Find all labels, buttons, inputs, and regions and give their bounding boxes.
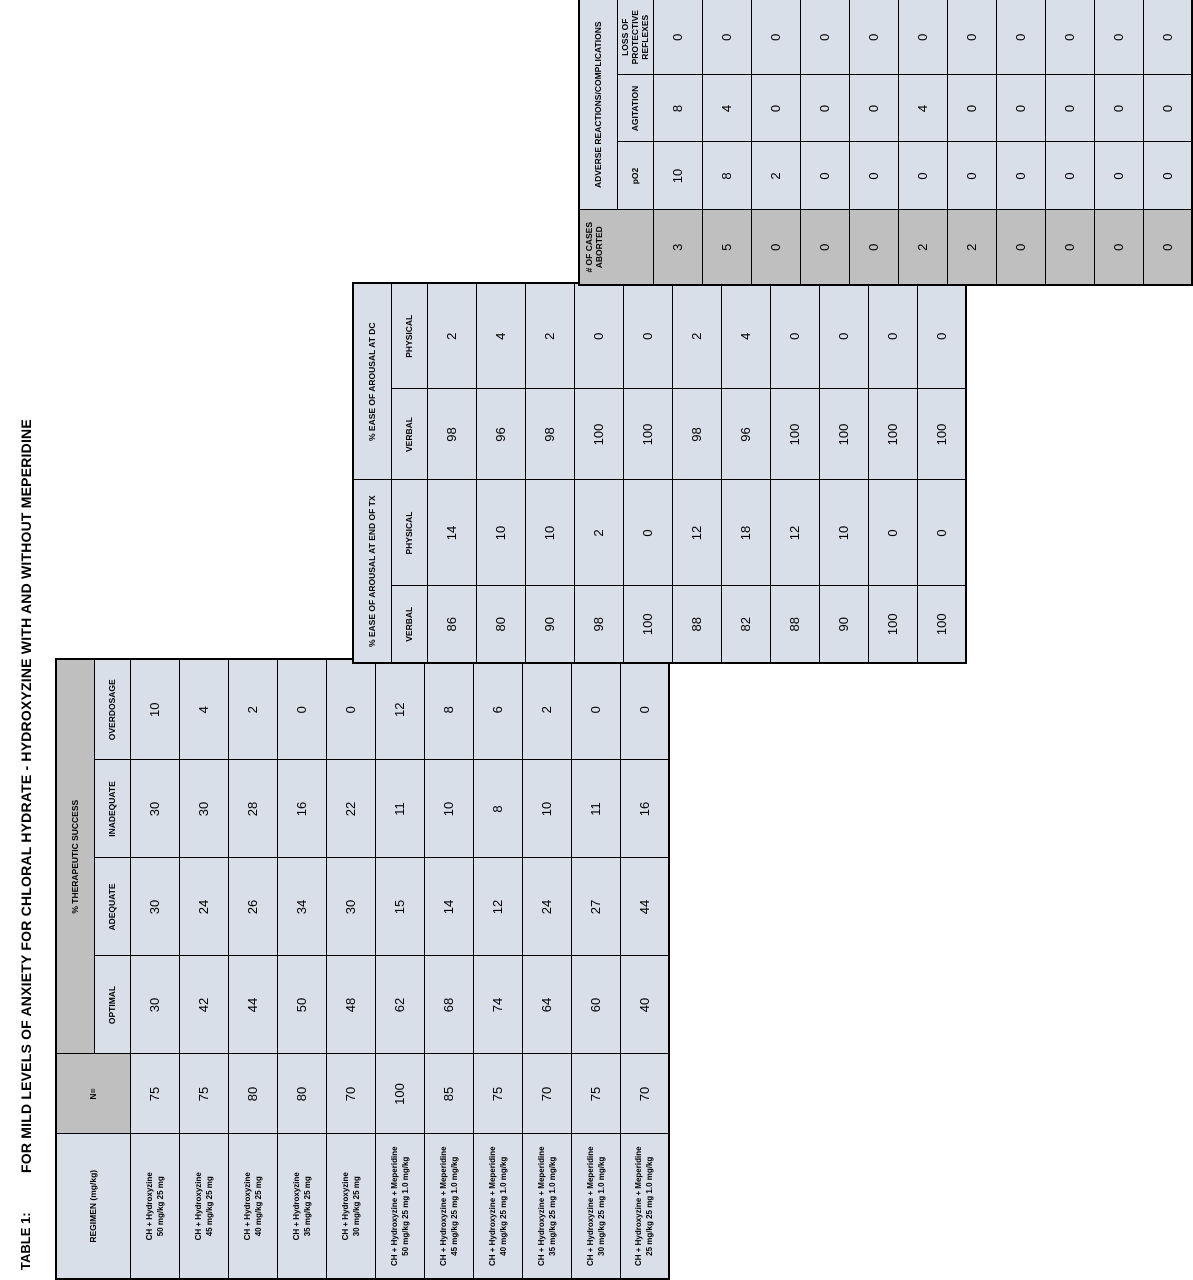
regimen-drugs: CH + Hydroxyzine <box>144 1172 154 1241</box>
dc-physical-cell: 0 <box>770 283 819 389</box>
po2-cell: 0 <box>996 142 1045 210</box>
table-title: FOR MILD LEVELS OF ANXIETY FOR CHLORAL HYDRATE - HYDROXYZINE WITH AND WITHOUT MEPERIDINE <box>18 419 34 1173</box>
end-physical-cell: 10 <box>819 480 868 586</box>
po2-cell: 0 <box>1094 142 1143 210</box>
therapeutic-success-body <box>130 659 669 1279</box>
n-cell: 85 <box>424 1054 473 1134</box>
adverse-reactions-table <box>578 0 1193 286</box>
dc-physical-cell: 0 <box>819 283 868 389</box>
table-row <box>947 0 996 285</box>
header-regimen: REGIMEN (mg/kg) <box>56 1134 130 1279</box>
table-row <box>751 0 800 285</box>
optimal-cell: 30 <box>130 956 179 1054</box>
inadequate-cell: 10 <box>424 760 473 858</box>
aborted-cell: 0 <box>1143 210 1192 285</box>
n-cell: 75 <box>130 1054 179 1134</box>
regimen-cell <box>473 1134 522 1279</box>
regimen-doses: 30 mg/kg 25 mg 1.0 mg/kg <box>596 1156 606 1256</box>
agitation-cell: 8 <box>653 75 702 142</box>
dc-physical-cell: 2 <box>427 283 476 389</box>
table-row <box>427 283 476 663</box>
regimen-doses: 45 mg/kg 25 mg 1.0 mg/kg <box>449 1156 459 1256</box>
table-title-row <box>8 10 48 1270</box>
overdosage-cell: 6 <box>473 659 522 760</box>
loss-reflexes-cell: 0 <box>996 0 1045 75</box>
loss-reflexes-cell: 0 <box>1045 0 1094 75</box>
header-overdosage: OVERDOSAGE <box>94 659 130 760</box>
loss-reflexes-cell: 0 <box>702 0 751 75</box>
header-arousal-dc: % EASE OF AROUSAL AT DC <box>353 283 391 480</box>
header-arousal-end: % EASE OF AROUSAL AT END OF TX <box>353 480 391 663</box>
dc-physical-cell: 0 <box>917 283 966 389</box>
agitation-cell: 0 <box>947 75 996 142</box>
regimen-drugs: CH + Hydroxyzine + Meperidine <box>585 1146 595 1267</box>
table-row <box>574 283 623 663</box>
regimen-cell <box>326 1134 375 1279</box>
dc-verbal-cell: 96 <box>721 389 770 480</box>
header-therapeutic-success: % THERAPEUTIC SUCCESS <box>56 659 94 1054</box>
dc-verbal-cell: 98 <box>427 389 476 480</box>
po2-cell: 0 <box>1045 142 1094 210</box>
adverse-reactions-body <box>653 0 1192 285</box>
optimal-cell: 64 <box>522 956 571 1054</box>
table-row <box>130 659 179 1279</box>
table-row <box>702 0 751 285</box>
table-row <box>868 283 917 663</box>
table-row <box>375 659 424 1279</box>
regimen-drugs: CH + Hydroxyzine + Meperidine <box>438 1146 448 1267</box>
adequate-cell: 14 <box>424 858 473 956</box>
adequate-cell: 44 <box>620 858 669 956</box>
inadequate-cell: 10 <box>522 760 571 858</box>
optimal-cell: 44 <box>228 956 277 1054</box>
loss-reflexes-cell: 0 <box>1143 0 1192 75</box>
regimen-doses: 40 mg/kg 25 mg 1.0 mg/kg <box>498 1156 508 1256</box>
table-row <box>623 283 672 663</box>
regimen-cell <box>179 1134 228 1279</box>
end-physical-cell: 0 <box>623 480 672 586</box>
aborted-cell: 0 <box>1045 210 1094 285</box>
agitation-cell: 0 <box>996 75 1045 142</box>
po2-cell: 0 <box>1143 142 1192 210</box>
inadequate-cell: 11 <box>375 760 424 858</box>
header-inadequate: INADEQUATE <box>94 760 130 858</box>
inadequate-cell: 16 <box>277 760 326 858</box>
loss-reflexes-cell: 0 <box>800 0 849 75</box>
end-physical-cell: 12 <box>770 480 819 586</box>
table-row <box>721 283 770 663</box>
n-cell: 80 <box>277 1054 326 1134</box>
po2-cell: 10 <box>653 142 702 210</box>
end-verbal-cell: 100 <box>623 586 672 663</box>
end-physical-cell: 14 <box>427 480 476 586</box>
header-end-physical: PHYSICAL <box>391 480 427 586</box>
table-row <box>917 283 966 663</box>
inadequate-cell: 8 <box>473 760 522 858</box>
aborted-cell: 0 <box>800 210 849 285</box>
header-po2: pO2 <box>617 142 653 210</box>
dc-verbal-cell: 100 <box>868 389 917 480</box>
agitation-cell: 4 <box>702 75 751 142</box>
adequate-cell: 15 <box>375 858 424 956</box>
po2-cell: 0 <box>947 142 996 210</box>
loss-reflexes-cell: 0 <box>1094 0 1143 75</box>
table-row <box>476 283 525 663</box>
table-row <box>620 659 669 1279</box>
regimen-doses: 50 mg/kg 25 mg 1.0 mg/kg <box>400 1156 410 1256</box>
aborted-cell: 3 <box>653 210 702 285</box>
inadequate-cell: 11 <box>571 760 620 858</box>
dc-physical-cell: 0 <box>868 283 917 389</box>
loss-reflexes-cell: 0 <box>653 0 702 75</box>
table-row <box>179 659 228 1279</box>
aborted-cell: 2 <box>898 210 947 285</box>
end-verbal-cell: 88 <box>672 586 721 663</box>
dc-physical-cell: 2 <box>672 283 721 389</box>
po2-cell: 2 <box>751 142 800 210</box>
aborted-cell: 0 <box>996 210 1045 285</box>
inadequate-cell: 16 <box>620 760 669 858</box>
adequate-cell: 26 <box>228 858 277 956</box>
end-verbal-cell: 98 <box>574 586 623 663</box>
table-row <box>277 659 326 1279</box>
regimen-cell <box>620 1134 669 1279</box>
overdosage-cell: 0 <box>277 659 326 760</box>
regimen-cell <box>130 1134 179 1279</box>
table-row <box>996 0 1045 285</box>
table-row <box>1094 0 1143 285</box>
aborted-cell: 2 <box>947 210 996 285</box>
ease-of-arousal-table <box>352 282 967 664</box>
agitation-cell: 0 <box>849 75 898 142</box>
regimen-drugs: CH + Hydroxyzine <box>291 1172 301 1241</box>
header-aborted: # OF CASES ABORTED <box>579 210 653 285</box>
adequate-cell: 30 <box>130 858 179 956</box>
loss-reflexes-cell: 0 <box>751 0 800 75</box>
agitation-cell: 0 <box>800 75 849 142</box>
end-physical-cell: 10 <box>476 480 525 586</box>
optimal-cell: 60 <box>571 956 620 1054</box>
regimen-drugs: CH + Hydroxyzine + Meperidine <box>634 1146 644 1267</box>
regimen-cell <box>522 1134 571 1279</box>
agitation-cell: 0 <box>1094 75 1143 142</box>
end-verbal-cell: 90 <box>525 586 574 663</box>
dc-verbal-cell: 100 <box>917 389 966 480</box>
regimen-cell <box>375 1134 424 1279</box>
header-adverse: ADVERSE REACTIONS/COMPLICATIONS <box>579 0 617 210</box>
table-row <box>770 283 819 663</box>
inadequate-cell: 30 <box>179 760 228 858</box>
dc-physical-cell: 4 <box>721 283 770 389</box>
optimal-cell: 74 <box>473 956 522 1054</box>
header-end-verbal: VERBAL <box>391 586 427 663</box>
regimen-doses: 50 mg/kg 25 mg <box>155 1176 165 1237</box>
end-physical-cell: 12 <box>672 480 721 586</box>
aborted-cell: 0 <box>849 210 898 285</box>
dc-verbal-cell: 98 <box>672 389 721 480</box>
adequate-cell: 24 <box>179 858 228 956</box>
agitation-cell: 4 <box>898 75 947 142</box>
loss-reflexes-cell: 0 <box>849 0 898 75</box>
n-cell: 80 <box>228 1054 277 1134</box>
dc-verbal-cell: 96 <box>476 389 525 480</box>
n-cell: 70 <box>620 1054 669 1134</box>
table-row <box>653 0 702 285</box>
table-row <box>849 0 898 285</box>
overdosage-cell: 0 <box>620 659 669 760</box>
end-verbal-cell: 82 <box>721 586 770 663</box>
regimen-drugs: CH + Hydroxyzine + Meperidine <box>536 1146 546 1267</box>
regimen-drugs: CH + Hydroxyzine + Meperidine <box>487 1146 497 1267</box>
regimen-cell <box>228 1134 277 1279</box>
end-physical-cell: 10 <box>525 480 574 586</box>
table-row <box>473 659 522 1279</box>
end-verbal-cell: 100 <box>868 586 917 663</box>
end-verbal-cell: 86 <box>427 586 476 663</box>
dc-physical-cell: 4 <box>476 283 525 389</box>
table-row <box>326 659 375 1279</box>
header-loss-reflexes: LOSS OF PROTECTIVE REFLEXES <box>617 0 653 75</box>
dc-verbal-cell: 100 <box>770 389 819 480</box>
header-optimal: OPTIMAL <box>94 956 130 1054</box>
aborted-cell: 0 <box>751 210 800 285</box>
dc-physical-cell: 2 <box>525 283 574 389</box>
overdosage-cell: 10 <box>130 659 179 760</box>
n-cell: 100 <box>375 1054 424 1134</box>
overdosage-cell: 0 <box>326 659 375 760</box>
table-label: TABLE 1: <box>18 1212 33 1270</box>
adequate-cell: 12 <box>473 858 522 956</box>
table-row <box>800 0 849 285</box>
optimal-cell: 48 <box>326 956 375 1054</box>
header-n: N= <box>56 1054 130 1134</box>
table-row <box>1143 0 1192 285</box>
regimen-drugs: CH + Hydroxyzine <box>193 1172 203 1241</box>
loss-reflexes-cell: 0 <box>898 0 947 75</box>
overdosage-cell: 0 <box>571 659 620 760</box>
overdosage-cell: 4 <box>179 659 228 760</box>
overdosage-cell: 12 <box>375 659 424 760</box>
end-verbal-cell: 80 <box>476 586 525 663</box>
regimen-doses: 40 mg/kg 25 mg <box>253 1176 263 1237</box>
regimen-doses: 30 mg/kg 25 mg <box>351 1176 361 1237</box>
end-physical-cell: 0 <box>868 480 917 586</box>
optimal-cell: 42 <box>179 956 228 1054</box>
table-row <box>819 283 868 663</box>
regimen-cell <box>277 1134 326 1279</box>
n-cell: 75 <box>571 1054 620 1134</box>
aborted-cell: 5 <box>702 210 751 285</box>
end-physical-cell: 0 <box>917 480 966 586</box>
overdosage-cell: 2 <box>522 659 571 760</box>
regimen-drugs: CH + Hydroxyzine <box>242 1172 252 1241</box>
dc-verbal-cell: 100 <box>819 389 868 480</box>
dc-physical-cell: 0 <box>623 283 672 389</box>
regimen-doses: 35 mg/kg 25 mg 1.0 mg/kg <box>547 1156 557 1256</box>
agitation-cell: 0 <box>1045 75 1094 142</box>
optimal-cell: 40 <box>620 956 669 1054</box>
dc-verbal-cell: 100 <box>574 389 623 480</box>
n-cell: 70 <box>522 1054 571 1134</box>
header-agitation: AGITATION <box>617 75 653 142</box>
table-row <box>898 0 947 285</box>
regimen-drugs: CH + Hydroxyzine + Meperidine <box>389 1146 399 1267</box>
therapeutic-success-table <box>55 658 670 1280</box>
header-dc-verbal: VERBAL <box>391 389 427 480</box>
end-physical-cell: 18 <box>721 480 770 586</box>
adequate-cell: 24 <box>522 858 571 956</box>
n-cell: 70 <box>326 1054 375 1134</box>
regimen-drugs: CH + Hydroxyzine <box>340 1172 350 1241</box>
inadequate-cell: 22 <box>326 760 375 858</box>
regimen-cell <box>424 1134 473 1279</box>
po2-cell: 8 <box>702 142 751 210</box>
n-cell: 75 <box>179 1054 228 1134</box>
table-row <box>424 659 473 1279</box>
end-physical-cell: 2 <box>574 480 623 586</box>
header-dc-physical: PHYSICAL <box>391 283 427 389</box>
optimal-cell: 68 <box>424 956 473 1054</box>
loss-reflexes-cell: 0 <box>947 0 996 75</box>
regimen-doses: 45 mg/kg 25 mg <box>204 1176 214 1237</box>
dc-verbal-cell: 100 <box>623 389 672 480</box>
inadequate-cell: 30 <box>130 760 179 858</box>
adequate-cell: 34 <box>277 858 326 956</box>
table-row <box>1045 0 1094 285</box>
overdosage-cell: 2 <box>228 659 277 760</box>
regimen-doses: 35 mg/kg 25 mg <box>302 1176 312 1237</box>
overdosage-cell: 8 <box>424 659 473 760</box>
aborted-cell: 0 <box>1094 210 1143 285</box>
adequate-cell: 27 <box>571 858 620 956</box>
table-row <box>571 659 620 1279</box>
table-row <box>525 283 574 663</box>
regimen-cell <box>571 1134 620 1279</box>
optimal-cell: 50 <box>277 956 326 1054</box>
header-adequate: ADEQUATE <box>94 858 130 956</box>
table-row <box>672 283 721 663</box>
ease-of-arousal-body <box>427 283 966 663</box>
dc-physical-cell: 0 <box>574 283 623 389</box>
po2-cell: 0 <box>800 142 849 210</box>
end-verbal-cell: 90 <box>819 586 868 663</box>
po2-cell: 0 <box>898 142 947 210</box>
adequate-cell: 30 <box>326 858 375 956</box>
po2-cell: 0 <box>849 142 898 210</box>
inadequate-cell: 28 <box>228 760 277 858</box>
end-verbal-cell: 100 <box>917 586 966 663</box>
table-row <box>228 659 277 1279</box>
regimen-doses: 25 mg/kg 25 mg 1.0 mg/kg <box>645 1156 655 1256</box>
dc-verbal-cell: 98 <box>525 389 574 480</box>
table-row <box>522 659 571 1279</box>
optimal-cell: 62 <box>375 956 424 1054</box>
end-verbal-cell: 88 <box>770 586 819 663</box>
n-cell: 75 <box>473 1054 522 1134</box>
agitation-cell: 0 <box>751 75 800 142</box>
agitation-cell: 0 <box>1143 75 1192 142</box>
